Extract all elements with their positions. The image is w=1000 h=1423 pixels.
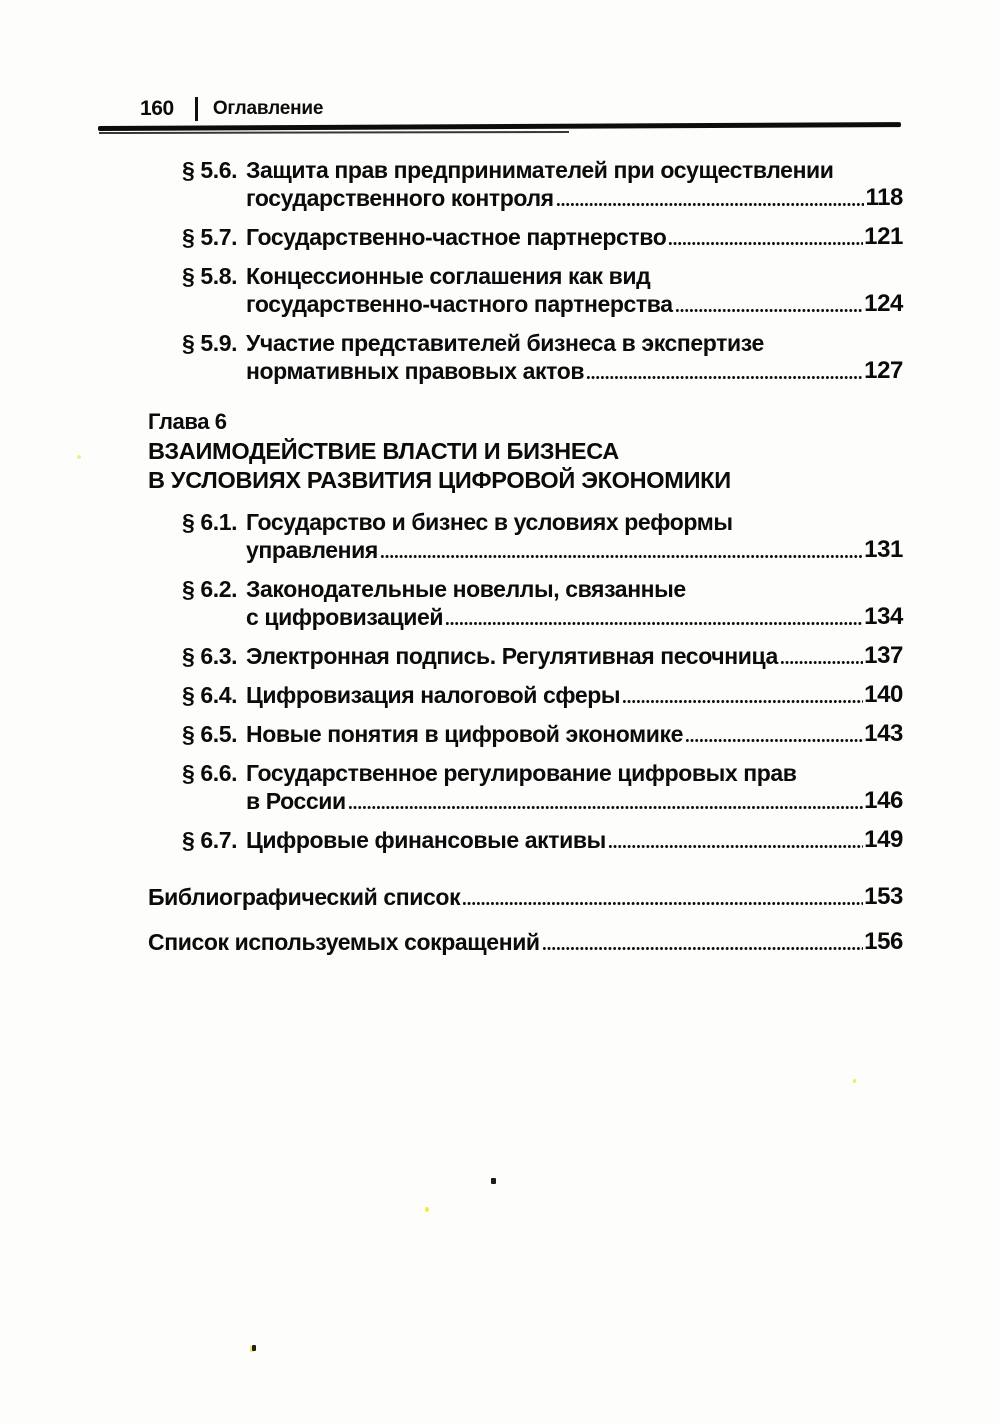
chapter-heading <box>148 407 903 495</box>
section-title-continued: управления <box>246 537 378 563</box>
section-title: Электронная подпись. Регулятивная песочница <box>246 643 778 669</box>
dot-leader <box>556 202 865 207</box>
chapter-title-line-1: ВЗАИМОДЕЙСТВИЕ ВЛАСТИ И БИЗНЕСА <box>148 438 619 464</box>
chapter-label: Глава 6 <box>148 409 227 434</box>
dot-leader <box>608 844 863 849</box>
dot-leader <box>445 621 863 626</box>
backmatter-title: Библиографический список <box>148 884 461 910</box>
page-ref: 146 <box>864 787 903 814</box>
section-title: Защита прав предпринимателей при осуществлении <box>246 157 834 183</box>
page-ref: 127 <box>864 357 903 384</box>
page-ref: 156 <box>864 928 903 955</box>
section-number: § 5.8. <box>182 263 238 289</box>
section-title-continued: с цифровизацией <box>246 604 444 630</box>
section-title: Цифровизация налоговой сферы <box>246 682 621 708</box>
toc-list <box>148 156 903 967</box>
backmatter-list <box>148 883 903 956</box>
page-header <box>140 97 323 121</box>
section-number: § 6.5. <box>182 721 238 747</box>
section-number: § 6.6. <box>182 760 238 786</box>
toc-entry-6-5 <box>182 720 903 748</box>
dot-leader <box>380 554 863 559</box>
toc-entry-6-3 <box>182 642 903 670</box>
section-number: § 5.7. <box>182 224 238 250</box>
section-number: § 6.7. <box>182 827 238 853</box>
page-ref: 134 <box>864 603 903 630</box>
dot-leader <box>348 805 863 810</box>
scan-speck <box>853 1079 856 1083</box>
section-number: § 6.2. <box>182 576 238 602</box>
section-title-continued: государственного контроля <box>246 185 554 211</box>
page-ref: 149 <box>864 826 903 853</box>
dot-leader <box>685 738 863 743</box>
toc-entry-5-6 <box>182 156 903 212</box>
section-title: Новые понятия в цифровой экономике <box>246 721 683 747</box>
header-divider <box>195 97 198 121</box>
toc-entry-5-8 <box>182 262 903 318</box>
section-number: § 5.6. <box>182 157 238 183</box>
page-ref: 140 <box>864 681 903 708</box>
dot-leader <box>586 375 863 380</box>
page-ref: 121 <box>864 223 903 250</box>
toc-entry-6-1 <box>182 508 903 564</box>
dot-leader <box>668 241 863 246</box>
page-ref: 137 <box>864 642 903 669</box>
dot-leader <box>462 901 863 906</box>
scan-speck <box>252 1345 256 1351</box>
toc-entry-5-7 <box>182 223 903 251</box>
toc-entry-5-9 <box>182 329 903 385</box>
page-ref: 118 <box>865 184 903 211</box>
section-title: Законодательные новеллы, связанные <box>246 576 686 602</box>
section-number: § 6.1. <box>182 509 238 535</box>
section-title: Государство и бизнес в условиях реформы <box>246 509 733 535</box>
scan-speck <box>425 1207 429 1212</box>
scan-speck <box>491 1178 496 1184</box>
page-ref: 124 <box>864 290 903 317</box>
dot-leader <box>780 660 863 665</box>
section-title: Государственное регулирование цифровых прав <box>246 760 797 786</box>
section-title-continued: нормативных правовых актов <box>246 358 585 384</box>
page-ref: 143 <box>864 720 903 747</box>
page-ref: 131 <box>864 536 903 563</box>
section-title: Цифровые финансовые активы <box>246 827 606 853</box>
chapter-title-line-2: В УСЛОВИЯХ РАЗВИТИЯ ЦИФРОВОЙ ЭКОНОМИКИ <box>148 467 731 493</box>
backmatter-entry-abbreviations <box>148 928 903 956</box>
section-title-continued: в России <box>246 788 346 814</box>
backmatter-title: Список используемых сокращений <box>148 929 540 955</box>
dot-leader <box>675 308 864 313</box>
header-rule-echo <box>99 131 569 134</box>
page-ref: 153 <box>864 883 903 910</box>
toc-entry-6-7 <box>182 826 903 854</box>
header-rule <box>98 122 901 130</box>
section-number: § 6.4. <box>182 682 238 708</box>
toc-entry-6-6 <box>182 759 903 815</box>
toc-entry-6-2 <box>182 575 903 631</box>
dot-leader <box>622 699 863 704</box>
dot-leader <box>542 946 863 951</box>
toc-entry-6-4 <box>182 681 903 709</box>
scan-speck <box>77 455 81 459</box>
running-head-title: Оглавление <box>212 98 324 119</box>
running-page-number: 160 <box>140 97 174 120</box>
section-number: § 5.9. <box>182 330 238 356</box>
section-title: Концессионные соглашения как вид <box>246 263 651 289</box>
backmatter-entry-bibliography <box>148 883 903 911</box>
section-number: § 6.3. <box>182 643 238 669</box>
section-title: Государственно-частное партнерство <box>246 224 667 250</box>
section-title: Участие представителей бизнеса в экспертизе <box>246 330 764 356</box>
section-title-continued: государственно-частного партнерства <box>246 291 673 317</box>
